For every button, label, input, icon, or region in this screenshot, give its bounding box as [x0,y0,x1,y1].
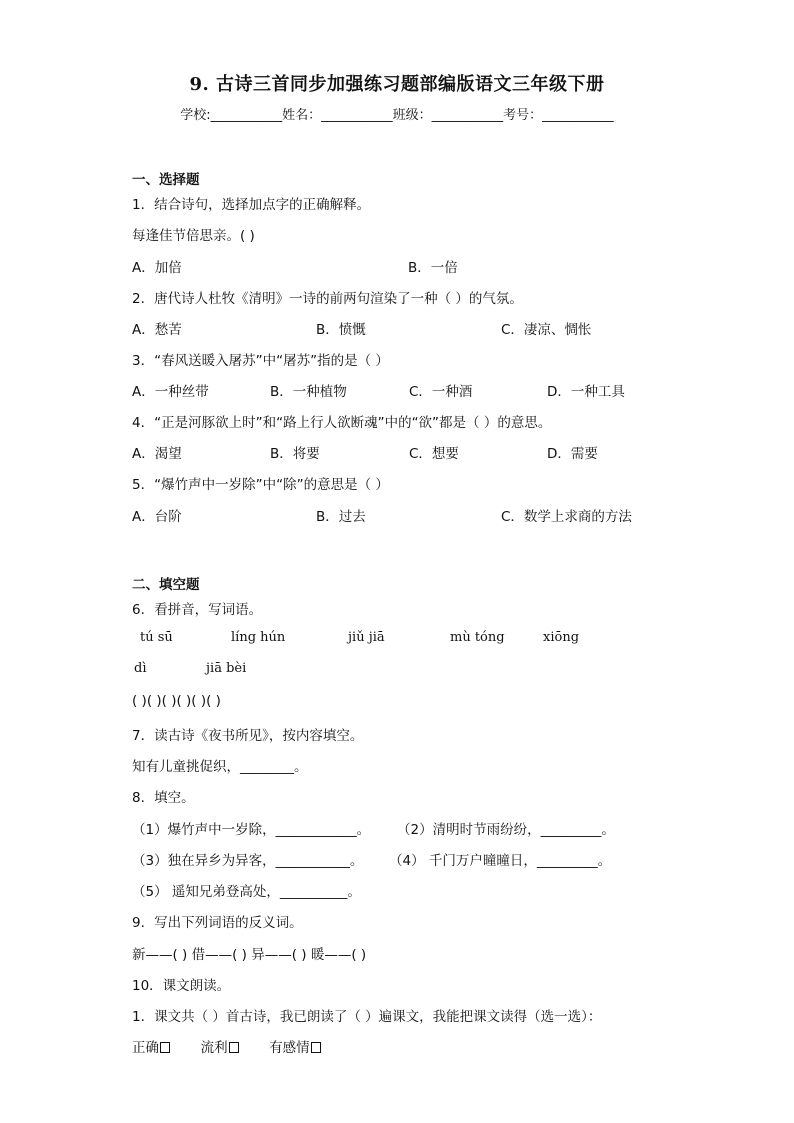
section-heading-choice: 一、选择题 [132,172,200,188]
q5-stem: 5．“爆竹声中一岁除”中“除”的意思是（ ） [132,477,389,493]
page-title: 9. 古诗三首同步加强练习题部编版语文三年级下册 [189,74,605,95]
q10-choices [132,1036,321,1056]
q1-stem: 1．结合诗句，选择加点字的正确解释。 [132,197,371,213]
q9-stem: 9．写出下列词语的反义词。 [132,915,303,931]
q4-option-c: C．想要 [409,446,459,462]
checkbox-icon [229,1042,239,1053]
q6-pinyin-6: dì [134,661,147,676]
q6-pinyin-2: líng hún [231,630,286,645]
q8-stem: 8．填空。 [132,790,195,806]
q1-option-a: A．加倍 [132,260,182,276]
q4-option-a: A．渴望 [132,446,182,462]
q10-stem: 10．课文朗读。 [132,978,231,994]
q5-option-b: B．过去 [316,509,366,525]
q3-option-b: B．一种植物 [270,384,347,400]
q6-answer-brackets: ( )( )( )( )( )( ) [132,693,221,709]
q2-option-c: C．凄凉、惆怅 [501,322,592,338]
choice-correct[interactable]: 正确 [132,1040,170,1056]
q6-pinyin-4: mù tóng [450,630,505,645]
q8-item-2: （2）清明时节雨纷纷，_________。 [397,822,615,838]
q8-item-1: （1）爆竹声中一岁除，____________。 [132,822,371,838]
q5-option-c: C．数学上求商的方法 [501,509,632,525]
q3-option-c: C．一种酒 [409,384,473,400]
q7-line: 知有儿童挑促织，________。 [132,759,308,775]
checkbox-icon [160,1042,170,1053]
q2-option-a: A．愁苦 [132,322,182,338]
q4-option-b: B．将要 [270,446,320,462]
section-heading-fill: 二、填空题 [132,577,200,593]
q6-pinyin-3: jiǔ jiā [348,630,385,645]
checkbox-icon [311,1042,321,1053]
q6-pinyin-7: jiā bèi [206,661,247,676]
q7-stem: 7．读古诗《夜书所见》，按内容填空。 [132,728,364,744]
student-info-line: 学校:___________姓名：___________班级：___________考号：___________ [180,108,614,123]
choice-fluent[interactable]: 流利 [201,1040,239,1056]
q6-stem: 6．看拼音，写词语。 [132,602,263,618]
q3-option-a: A．一种丝带 [132,384,209,400]
q9-line: 新——( ) 借——( ) 异——( ) 暖——( ) [132,947,367,963]
q8-item-5: （5） 遥知兄弟登高处，__________。 [132,884,361,900]
q6-pinyin-5: xiōng [543,630,580,645]
q8-item-3: （3）独在异乡为异客，___________。 [132,853,364,869]
q2-stem: 2．唐代诗人杜牧《清明》一诗的前两句渲染了一种（ ）的气氛。 [132,291,523,307]
q4-stem: 4．“正是河豚欲上时”和“路上行人欲断魂”中的“欲”都是（ ）的意思。 [132,415,552,431]
q3-stem: 3．“春风送暖入屠苏”中“屠苏”指的是（ ） [132,353,389,369]
q1-line: 每逢佳节倍思亲。( ) [132,228,255,244]
q6-pinyin-1: tú sū [140,630,173,645]
choice-emotional[interactable]: 有感情 [269,1040,321,1056]
q2-option-b: B．愤慨 [316,322,366,338]
q3-option-d: D．一种工具 [547,384,625,400]
q5-option-a: A．台阶 [132,509,182,525]
q10-sub: 1．课文共（ ）首古诗，我已朗读了（ ）遍课文，我能把课文读得（选一选）： [132,1009,602,1025]
q1-option-b: B．一倍 [408,260,458,276]
q4-option-d: D．需要 [547,446,598,462]
q8-item-4: （4） 千门万户曈曈日，_________。 [389,853,612,869]
